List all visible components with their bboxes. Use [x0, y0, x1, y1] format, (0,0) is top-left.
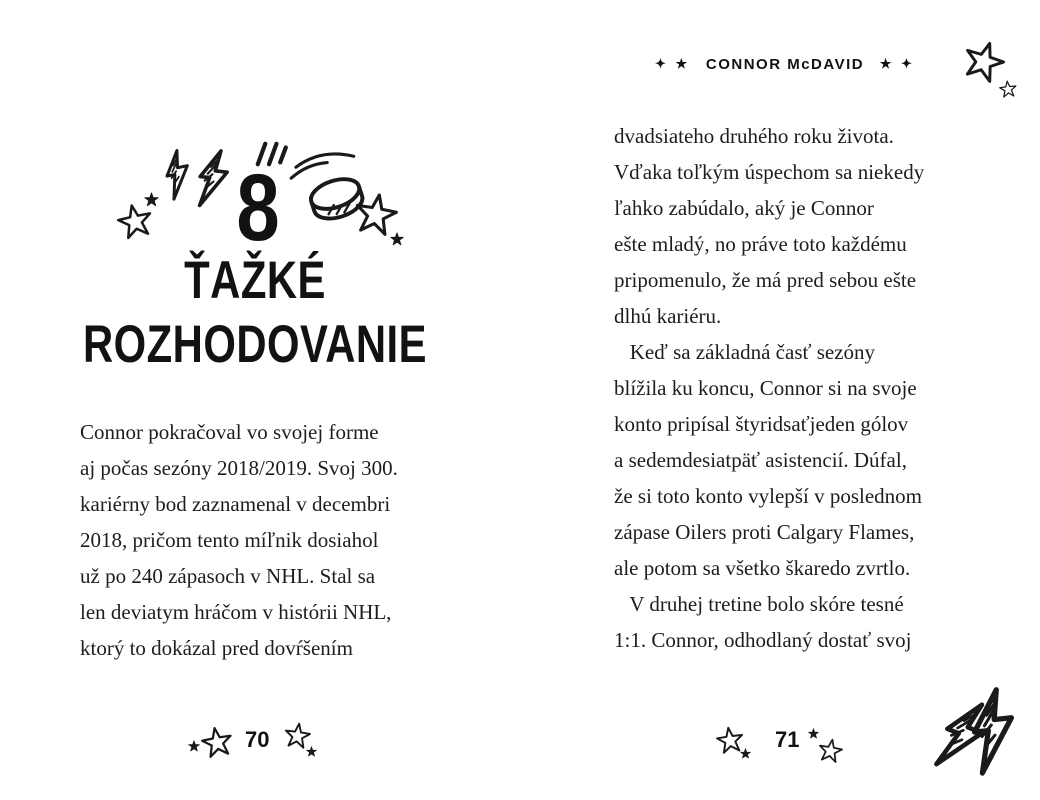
text-line: a sedemdesiatpäť asistencií. Dúfal, [614, 448, 907, 472]
star-filled-small-icon [390, 232, 404, 246]
lightning-bolt-icon [961, 680, 1023, 785]
star-filled-small-icon [808, 728, 819, 739]
text-line: len deviatym hráčom v histórii NHL, [80, 600, 392, 624]
lightning-bolt-icon [190, 134, 235, 223]
text-line: Keď sa základná časť sezóny [614, 340, 876, 364]
text-line: 2018, pričom tento míľnik dosiahol [80, 528, 379, 552]
text-line: ale potom sa všetko škaredo zvrtlo. [614, 556, 911, 580]
chapter-title-line1: ŤAŽKÉ [184, 251, 326, 310]
right-page-body [614, 118, 974, 658]
header-stars-left-icon: ✦ ★ [655, 56, 691, 71]
text-line: pripomenulo, že má pred sebou ešte [614, 268, 917, 292]
star-outline-icon [198, 723, 235, 760]
star-outline-icon [816, 736, 845, 765]
text-line: aj počas sezóny 2018/2019. Svoj 300. [80, 456, 398, 480]
text-line: blížila ku koncu, Connor si na svoje [614, 376, 917, 400]
star-filled-small-icon [740, 748, 751, 759]
chapter-title-line2: ROZHODOVANIE [83, 315, 427, 374]
star-filled-small-icon [188, 740, 200, 752]
page-number-left: 70 [245, 727, 270, 752]
text-line: už po 240 zápasoch v NHL. Stal sa [80, 564, 376, 588]
text-line: konto pripísal štyridsaťjeden gólov [614, 412, 909, 436]
page-number-right: 71 [775, 727, 800, 752]
text-line: dvadsiateho druhého roku života. [614, 124, 894, 148]
text-line: 1:1. Connor, odhodlaný dostať svoj [614, 628, 912, 652]
star-filled-small-icon [144, 192, 159, 207]
text-line: ktorý to dokázal pred dovŕšením [80, 636, 353, 660]
text-line: že si toto konto vylepší v poslednom [614, 484, 922, 508]
text-line: Vďaka toľkým úspechom sa niekedy [614, 160, 925, 184]
text-line: zápase Oilers proti Calgary Flames, [614, 520, 915, 544]
star-outline-small-icon [998, 79, 1018, 99]
text-line: ľahko zabúdalo, aký je Connor [614, 196, 874, 220]
text-line: dlhú kariéru. [614, 304, 722, 328]
star-filled-small-icon [306, 746, 317, 757]
chapter-number: 8 [236, 156, 280, 261]
text-line: ešte mladý, no práve toto každému [614, 232, 907, 256]
header-title: CONNOR McDAVID [705, 56, 865, 73]
text-line: Connor pokračoval vo svojej forme [80, 420, 379, 444]
header-stars-right-icon: ★ ✦ [879, 56, 915, 71]
running-header [600, 56, 970, 73]
text-line: kariérny bod zaznamenal v decembri [80, 492, 391, 516]
text-line: V druhej tretine bolo skóre tesné [614, 592, 904, 616]
left-page-body [80, 414, 460, 666]
